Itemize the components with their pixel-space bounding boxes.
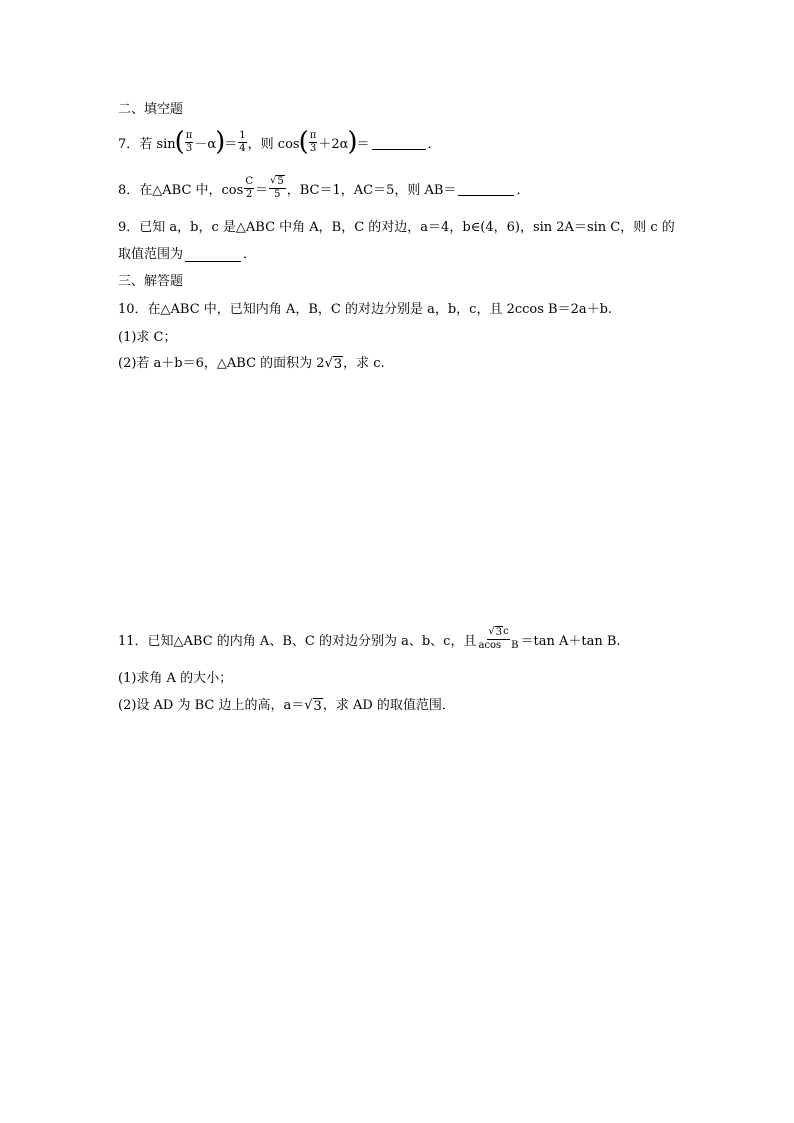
fraction-c-over-2: $\frac{C}{2}$ — [245, 175, 253, 200]
question-10-stem: 10．在△ABC 中，已知内角 A，B，C 的对边分别是 a，b，c，且 2ccos B＝2a＋b. — [118, 302, 613, 317]
answer-blank[interactable] — [185, 247, 241, 262]
q8-lead: 8．在△ABC 中，cos — [118, 182, 244, 198]
fraction-1-over-4: $\frac{1}{4}$ — [239, 129, 246, 154]
question-11-stem: 11．已知△ABC 的内角 A、B、C 的对边分别为 a、b、c，且 √ 3 c acos B ＝tan A＋tan B. — [118, 626, 621, 651]
sqrt-symbol: √ 3 — [304, 698, 322, 714]
question-10-part-2: (2)若 a＋b＝6，△ABC 的面积为 2 √ 3 ，求 c. — [118, 356, 385, 372]
right-paren: ) — [215, 127, 226, 157]
left-paren: ( — [174, 127, 185, 157]
question-11-part-1: (1)求角 A 的大小； — [118, 671, 233, 686]
sqrt-symbol: √ 5 — [269, 175, 284, 187]
section-heading-solutions: 三、解答题 — [118, 274, 184, 289]
answer-blank[interactable] — [372, 135, 426, 150]
left-paren: ( — [298, 127, 309, 157]
fraction-sqrt3c-over-acosB: √ 3 c acos B — [478, 626, 519, 651]
question-11-part-2: (2)设 AD 为 BC 边上的高，a＝ √ 3 ，求 AD 的取值范围． — [118, 698, 455, 714]
fraction-pi-over-3: $\frac{\pi}{3}$ — [185, 129, 193, 154]
right-paren: ) — [347, 127, 358, 157]
sqrt-symbol: √ 3 — [324, 356, 343, 372]
question-9-line-1: 9．已知 a，b，c 是△ABC 中角 A，B，C 的对边，a＝4，b∈(4，6)，sin 2A＝sin C，则 c 的 — [118, 220, 675, 235]
fraction-sqrt5-over-5: √ 5 5 — [269, 175, 284, 200]
section-heading-fill-in: 二、填空题 — [118, 102, 184, 117]
question-8: 8．在△ABC 中，cos $\frac{C}{2}$ ＝ √ 5 5 ，BC＝1，AC＝5，则 AB＝ ． — [118, 175, 530, 200]
sqrt-symbol: √ 3 — [488, 626, 503, 638]
answer-blank[interactable] — [458, 181, 514, 196]
question-7: 7．若 sin ( $\frac{\pi}{3}$ －α ) ＝ $\frac{1}{4}$ ，则 cos ( $\frac{\pi}{3}$ ＋2α ) ＝ ． — [118, 127, 441, 157]
question-9-line-2: 取值范围为 ． — [118, 247, 257, 262]
fraction-pi-over-3: $\frac{\pi}{3}$ — [309, 129, 317, 154]
question-10-part-1: (1)求 C； — [118, 330, 177, 345]
q7-lead: 7．若 sin — [118, 136, 176, 152]
